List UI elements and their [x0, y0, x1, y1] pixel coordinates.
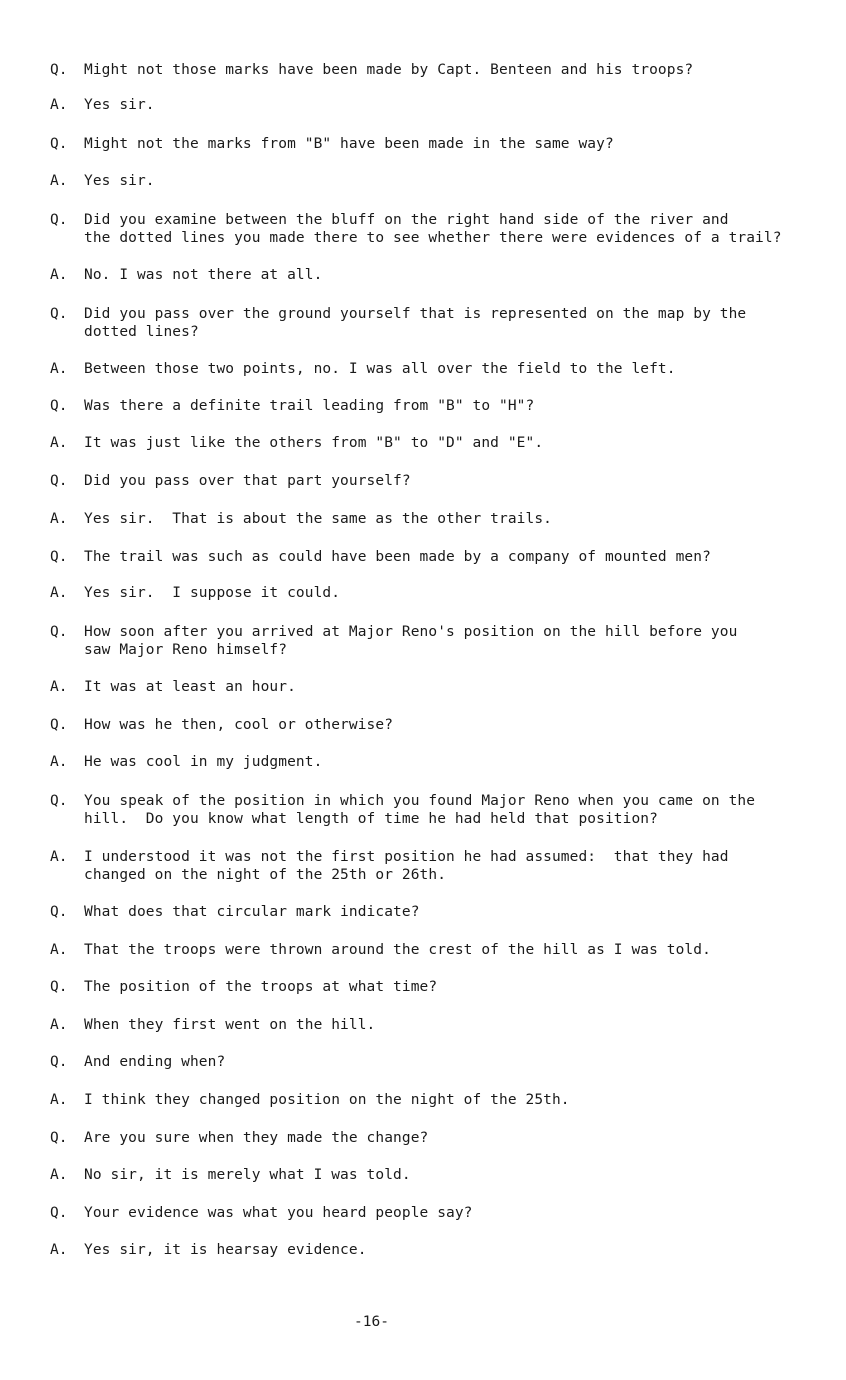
- entry-label: A.: [50, 585, 68, 601]
- entry-label: A.: [50, 942, 68, 958]
- entry-label: A.: [50, 1092, 68, 1108]
- entry-text: Between those two points, no. I was all over the field to the left.: [84, 361, 676, 377]
- entry-text: Yes sir. I suppose it could.: [84, 585, 341, 601]
- entry-label: A.: [50, 97, 68, 113]
- entry-text: Are you sure when they made the change?: [84, 1130, 429, 1146]
- entry-label: A.: [50, 1017, 68, 1033]
- entry-text: And ending when?: [84, 1054, 226, 1070]
- entry-text: The trail was such as could have been made by a company of mounted men?: [84, 549, 711, 565]
- entry-text: Was there a definite trail leading from "B" to "H"?: [84, 398, 535, 414]
- entry-text: When they first went on the hill.: [84, 1017, 376, 1033]
- entry-text: How was he then, cool or otherwise?: [84, 717, 394, 733]
- entry-label: Q.: [50, 979, 68, 995]
- entry-text: Did you pass over the ground yourself that is represented on the map by the dotted lines?: [84, 306, 747, 340]
- entry-label: A.: [50, 511, 68, 527]
- entry-text: I think they changed position on the night of the 25th.: [84, 1092, 570, 1108]
- entry-label: Q.: [50, 1130, 68, 1146]
- entry-label: Q.: [50, 212, 68, 228]
- entry-label: A.: [50, 1242, 68, 1258]
- entry-label: Q.: [50, 549, 68, 565]
- entry-label: Q.: [50, 136, 68, 152]
- entry-text: Yes sir. That is about the same as the other trails.: [84, 511, 552, 527]
- entry-text: I understood it was not the first position he had assumed: that they had changed on the night of the 25th or 26th.: [84, 849, 729, 883]
- entry-text: Yes sir, it is hearsay evidence.: [84, 1242, 367, 1258]
- entry-text: Yes sir.: [84, 173, 155, 189]
- entry-text: It was at least an hour.: [84, 679, 296, 695]
- entry-text: What does that circular mark indicate?: [84, 904, 420, 920]
- entry-text: Might not the marks from "B" have been made in the same way?: [84, 136, 614, 152]
- entry-text: It was just like the others from "B" to "D" and "E".: [84, 435, 544, 451]
- entry-text: Your evidence was what you heard people say?: [84, 1205, 473, 1221]
- entry-text: Did you examine between the bluff on the right hand side of the river and the dotted lines you made there to see whether there were evidences of a trail?: [84, 212, 782, 246]
- entry-label: A.: [50, 361, 68, 377]
- entry-label: A.: [50, 849, 68, 865]
- entry-label: Q.: [50, 62, 68, 78]
- entry-text: The position of the troops at what time?: [84, 979, 438, 995]
- page-number: -16-: [354, 1314, 389, 1330]
- entry-text: You speak of the position in which you found Major Reno when you came on the hill. Do you know what length of time he had held that position?: [84, 793, 756, 827]
- entry-label: Q.: [50, 624, 68, 640]
- entry-text: He was cool in my judgment.: [84, 754, 323, 770]
- entry-label: A.: [50, 754, 68, 770]
- entry-label: Q.: [50, 1205, 68, 1221]
- entry-label: Q.: [50, 904, 68, 920]
- entry-text: Might not those marks have been made by Capt. Benteen and his troops?: [84, 62, 694, 78]
- entry-label: A.: [50, 173, 68, 189]
- entry-text: How soon after you arrived at Major Reno's position on the hill before you saw Major Reno himself?: [84, 624, 738, 658]
- entry-label: A.: [50, 679, 68, 695]
- entry-text: Did you pass over that part yourself?: [84, 473, 411, 489]
- entry-label: Q.: [50, 473, 68, 489]
- entry-label: Q.: [50, 306, 68, 322]
- entry-label: Q.: [50, 793, 68, 809]
- entry-text: Yes sir.: [84, 97, 155, 113]
- entry-label: A.: [50, 435, 68, 451]
- entry-label: A.: [50, 267, 68, 283]
- entry-text: No sir, it is merely what I was told.: [84, 1167, 411, 1183]
- entry-text: That the troops were thrown around the crest of the hill as I was told.: [84, 942, 711, 958]
- entry-label: Q.: [50, 398, 68, 414]
- entry-text: No. I was not there at all.: [84, 267, 323, 283]
- entry-label: A.: [50, 1167, 68, 1183]
- entry-label: Q.: [50, 717, 68, 733]
- entry-label: Q.: [50, 1054, 68, 1070]
